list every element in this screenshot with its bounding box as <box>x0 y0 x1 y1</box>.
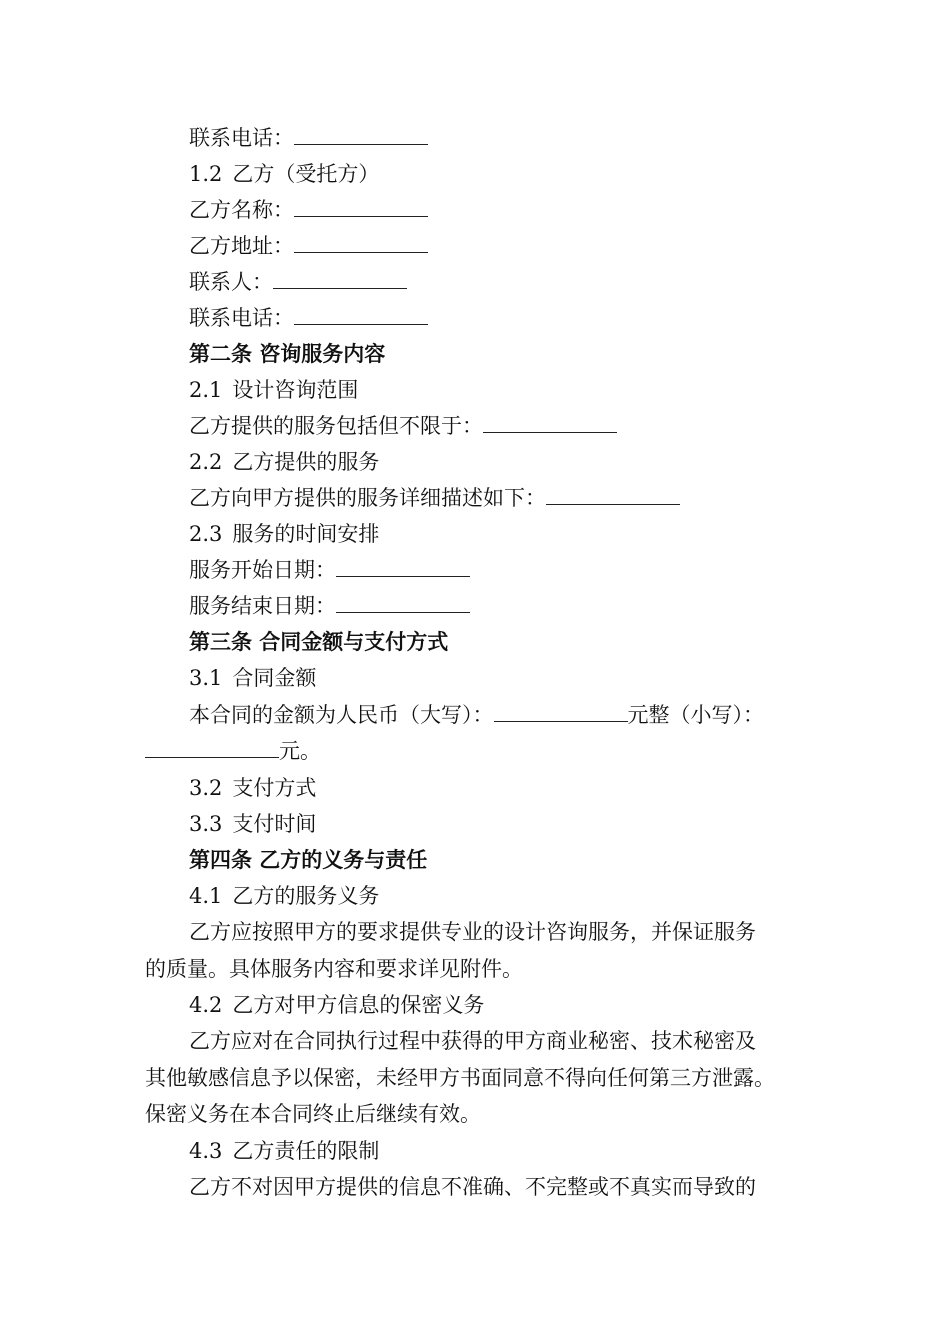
contact-phone-line-b <box>189 300 428 336</box>
section-title: 乙方提供的服务 <box>232 450 380 474</box>
section-number: 4.2 <box>189 993 223 1017</box>
service-description-blank[interactable] <box>546 480 680 505</box>
paragraph-line: 乙方应按照甲方的要求提供专业的设计咨询服务，并保证服务 <box>189 920 756 944</box>
article-4-heading: 第四条 乙方的义务与责任 <box>189 847 428 872</box>
section-number: 2.3 <box>189 522 223 546</box>
section-2-1-heading <box>189 372 358 408</box>
party-b-address-blank[interactable] <box>294 228 428 253</box>
section-2-2-heading <box>189 444 379 480</box>
amount-uppercase-label: 本合同的金额为人民币（大写）： <box>189 703 494 727</box>
paragraph-line: 保密义务在本合同终止后继续有效。 <box>145 1102 481 1126</box>
contact-person-label: 联系人： <box>189 270 273 294</box>
paragraph-line: 的质量。具体服务内容和要求详见附件。 <box>145 957 523 981</box>
article-2-heading: 第二条 咨询服务内容 <box>189 341 386 366</box>
start-date-line <box>189 552 470 588</box>
section-2-3-heading <box>189 516 379 552</box>
contact-person-blank[interactable] <box>273 264 407 289</box>
party-b-name-line <box>189 192 428 228</box>
contract-amount-line <box>189 697 764 733</box>
contact-phone-label: 联系电话： <box>189 126 294 150</box>
section-title: 乙方（受托方） <box>232 162 380 186</box>
section-number: 3.3 <box>189 812 223 836</box>
section-title: 支付时间 <box>232 812 317 836</box>
section-title: 服务的时间安排 <box>232 522 380 546</box>
service-description-label: 乙方向甲方提供的服务详细描述如下： <box>189 486 546 510</box>
section-3-3-heading <box>189 806 316 842</box>
section-number: 4.1 <box>189 884 223 908</box>
section-number: 4.3 <box>189 1139 223 1163</box>
party-b-address-label: 乙方地址： <box>189 234 294 258</box>
contact-person-line <box>189 264 407 300</box>
section-number: 1.2 <box>189 162 223 186</box>
section-4-2-heading <box>189 987 484 1023</box>
service-description-line <box>189 480 680 516</box>
amount-lowercase-blank[interactable] <box>145 733 279 758</box>
paragraph-line: 乙方应对在合同执行过程中获得的甲方商业秘密、技术秘密及 <box>189 1029 756 1053</box>
section-title: 支付方式 <box>232 776 317 800</box>
section-number: 3.1 <box>189 666 223 690</box>
paragraph-line: 乙方不对因甲方提供的信息不准确、不完整或不真实而导致的 <box>189 1175 756 1199</box>
section-number: 2.2 <box>189 450 223 474</box>
start-date-label: 服务开始日期： <box>189 558 336 582</box>
paragraph-line: 其他敏感信息予以保密，未经甲方书面同意不得向任何第三方泄露。 <box>145 1066 775 1090</box>
amount-lowercase-label: 元整（小写）： <box>627 703 764 727</box>
section-3-1-heading <box>189 660 316 696</box>
section-number: 2.1 <box>189 378 223 402</box>
amount-uppercase-blank[interactable] <box>494 697 628 722</box>
amount-unit: 元。 <box>279 739 321 763</box>
section-title: 乙方责任的限制 <box>232 1139 380 1163</box>
contract-amount-line-cont <box>145 733 321 769</box>
section-title: 乙方对甲方信息的保密义务 <box>232 993 485 1017</box>
start-date-blank[interactable] <box>336 552 470 577</box>
party-b-name-label: 乙方名称： <box>189 198 294 222</box>
section-3-2-heading <box>189 770 316 806</box>
section-4-3-heading <box>189 1133 379 1169</box>
section-title: 设计咨询范围 <box>232 378 359 402</box>
contact-phone-blank[interactable] <box>294 120 428 145</box>
article-3-heading: 第三条 合同金额与支付方式 <box>189 629 449 654</box>
contact-phone-blank[interactable] <box>294 300 428 325</box>
contact-phone-label: 联系电话： <box>189 306 294 330</box>
contact-phone-line-a <box>189 120 428 156</box>
section-number: 3.2 <box>189 776 223 800</box>
end-date-label: 服务结束日期： <box>189 594 336 618</box>
party-b-address-line <box>189 228 428 264</box>
section-1-2-heading <box>189 156 379 192</box>
party-b-name-blank[interactable] <box>294 192 428 217</box>
end-date-blank[interactable] <box>336 588 470 613</box>
service-scope-blank[interactable] <box>483 408 617 433</box>
service-scope-label: 乙方提供的服务包括但不限于： <box>189 414 483 438</box>
section-4-1-heading <box>189 878 379 914</box>
service-scope-line <box>189 408 617 444</box>
section-title: 乙方的服务义务 <box>232 884 380 908</box>
section-title: 合同金额 <box>232 666 317 690</box>
end-date-line <box>189 588 470 624</box>
